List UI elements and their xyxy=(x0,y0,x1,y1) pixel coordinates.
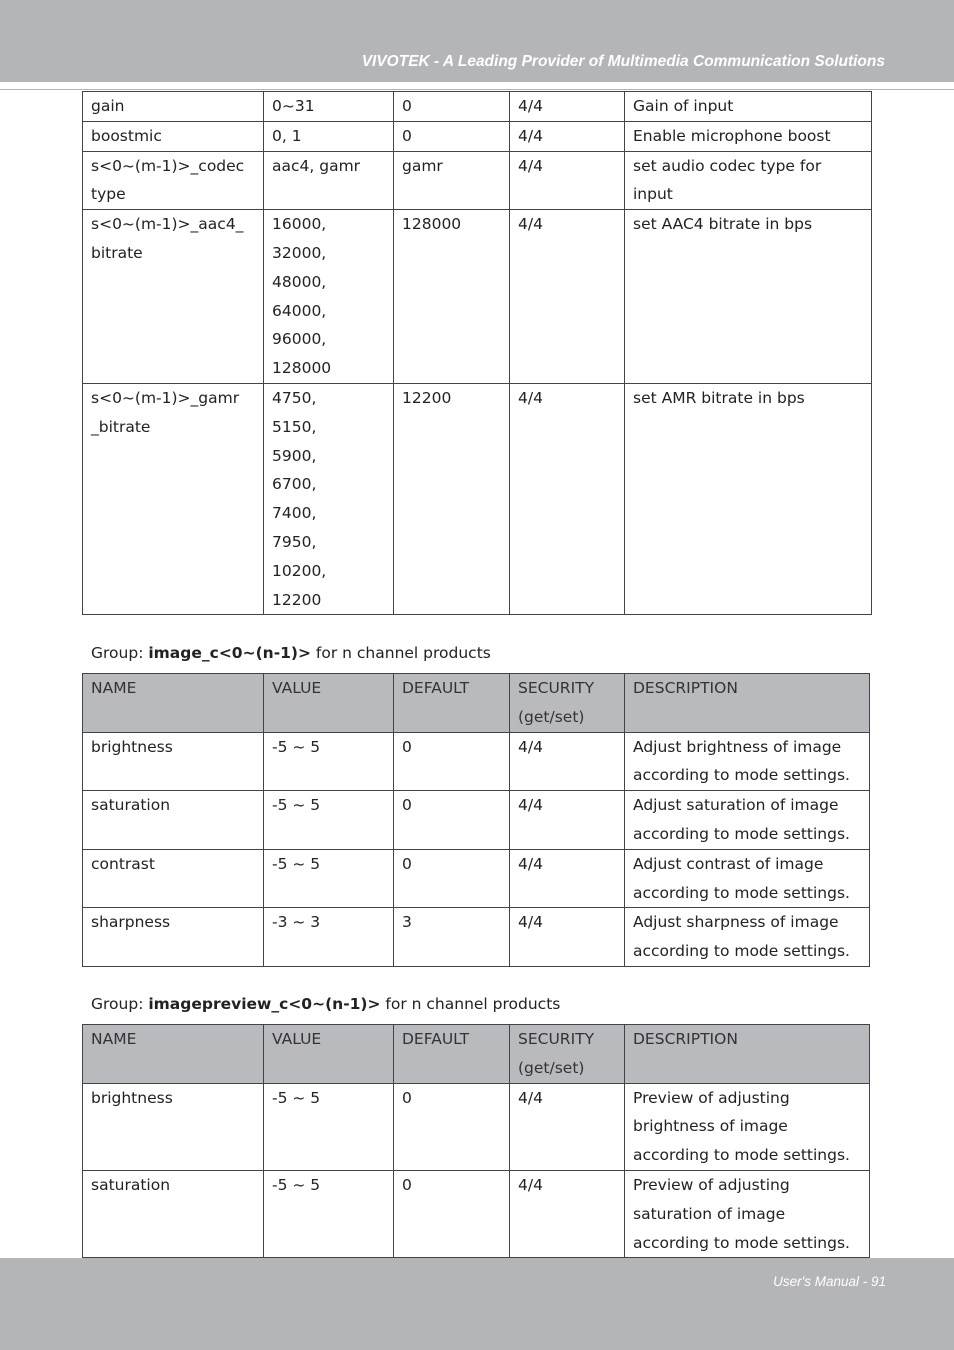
header-title: VIVOTEK - A Leading Provider of Multimedia Communication Solutions xyxy=(361,53,885,70)
table-row xyxy=(83,1170,870,1257)
table-row xyxy=(83,151,872,210)
param-description: Preview of adjusting xyxy=(633,1175,790,1194)
param-value: 12200 xyxy=(272,590,322,609)
param-default: 0 xyxy=(394,92,510,122)
param-name: saturation xyxy=(83,1170,264,1257)
col-header-description: DESCRIPTION xyxy=(625,1025,870,1084)
param-value: -5 ~ 5 xyxy=(264,1170,394,1257)
param-description: set audio codec type for xyxy=(633,156,822,175)
param-value: 4750, xyxy=(272,388,317,407)
group-prefix: Group: xyxy=(91,644,149,662)
footer-band xyxy=(0,1258,954,1350)
param-name: brightness xyxy=(83,732,264,791)
table-row xyxy=(83,210,872,384)
param-security: 4/4 xyxy=(510,908,625,967)
page-number: User's Manual - 91 xyxy=(773,1274,886,1289)
param-value: -3 ~ 3 xyxy=(264,908,394,967)
param-security: 4/4 xyxy=(510,151,625,210)
param-description: Preview of adjusting xyxy=(633,1088,790,1107)
param-name: sharpness xyxy=(83,908,264,967)
group-name: image_c<0~(n-1)> xyxy=(148,644,311,662)
param-default: 0 xyxy=(394,791,510,850)
param-description: brightness of image xyxy=(633,1117,788,1136)
image-parameters-table xyxy=(82,673,870,967)
table-header-row xyxy=(83,674,870,733)
param-value: 5150, xyxy=(272,417,317,436)
param-name: brightness xyxy=(83,1083,264,1170)
table-row xyxy=(83,732,870,791)
param-value: 16000, xyxy=(272,215,327,234)
col-header-security-line: (get/set) xyxy=(518,707,585,726)
param-default: 0 xyxy=(394,121,510,151)
param-value: 0~31 xyxy=(272,97,315,115)
param-name: type xyxy=(91,185,126,204)
header-rule xyxy=(0,89,954,90)
param-security: 4/4 xyxy=(510,210,625,384)
group-suffix: for n channel products xyxy=(380,995,561,1013)
param-security: 4/4 xyxy=(510,383,625,614)
param-value: -5 ~ 5 xyxy=(264,849,394,908)
param-default: 3 xyxy=(394,908,510,967)
param-name: _bitrate xyxy=(91,417,151,436)
param-description: according to mode settings. xyxy=(633,883,850,902)
table-header-row xyxy=(83,1025,870,1084)
param-name: bitrate xyxy=(91,243,143,262)
param-value: 5900, xyxy=(272,446,317,465)
param-default: 0 xyxy=(394,1083,510,1170)
param-value: 0, 1 xyxy=(272,126,302,145)
table-row xyxy=(83,908,870,967)
param-description: Adjust contrast of image xyxy=(633,854,824,873)
param-value: 10200, xyxy=(272,561,327,580)
param-value: -5 ~ 5 xyxy=(264,732,394,791)
param-value: 32000, xyxy=(272,243,327,262)
param-name: boostmic xyxy=(91,126,162,145)
col-header-security xyxy=(510,674,625,733)
param-description: set AAC4 bitrate in bps xyxy=(633,215,813,234)
col-header-default: DEFAULT xyxy=(394,1025,510,1084)
param-description: according to mode settings. xyxy=(633,1233,850,1252)
param-description: set AMR bitrate in bps xyxy=(633,388,805,407)
group-title-imagepreview xyxy=(91,995,560,1013)
param-description: Adjust saturation of image xyxy=(633,796,839,815)
param-name: s<0~(m-1)>_codec xyxy=(91,156,245,175)
group-name: imagepreview_c<0~(n-1)> xyxy=(148,995,381,1013)
param-name: s<0~(m-1)>_aac4_ xyxy=(91,215,244,234)
imagepreview-parameters-table xyxy=(82,1024,870,1258)
param-description: Gain of input xyxy=(633,97,734,115)
col-header-security-line: SECURITY xyxy=(518,1030,595,1048)
param-security: 4/4 xyxy=(510,791,625,850)
col-header-default: DEFAULT xyxy=(394,674,510,733)
group-suffix: for n channel products xyxy=(310,644,491,662)
table-row xyxy=(83,383,872,614)
param-default: 128000 xyxy=(394,210,510,384)
col-header-value: VALUE xyxy=(264,1025,394,1084)
param-default: gamr xyxy=(394,151,510,210)
param-default: 0 xyxy=(394,732,510,791)
param-name: saturation xyxy=(83,791,264,850)
col-header-security-line: SECURITY xyxy=(518,679,595,697)
param-security: 4/4 xyxy=(510,92,625,122)
param-value: 48000, xyxy=(272,272,327,291)
col-header-security xyxy=(510,1025,625,1084)
param-description: Enable microphone boost xyxy=(633,126,831,145)
table-row xyxy=(83,1083,870,1170)
param-security: 4/4 xyxy=(510,1083,625,1170)
param-security: 4/4 xyxy=(510,121,625,151)
col-header-name: NAME xyxy=(83,1025,264,1084)
param-value: aac4, gamr xyxy=(272,156,361,175)
param-default: 0 xyxy=(394,1170,510,1257)
col-header-name: NAME xyxy=(83,674,264,733)
param-description: according to mode settings. xyxy=(633,824,850,843)
param-default: 12200 xyxy=(394,383,510,614)
param-description: according to mode settings. xyxy=(633,1146,850,1165)
col-header-description: DESCRIPTION xyxy=(625,674,870,733)
col-header-value: VALUE xyxy=(264,674,394,733)
param-value: 7950, xyxy=(272,532,317,551)
param-value: 64000, xyxy=(272,301,327,320)
param-description: Adjust sharpness of image xyxy=(633,913,839,932)
table-row xyxy=(83,791,870,850)
param-default: 0 xyxy=(394,849,510,908)
group-prefix: Group: xyxy=(91,995,149,1013)
param-value: 128000 xyxy=(272,359,332,378)
param-name: s<0~(m-1)>_gamr xyxy=(91,388,240,407)
param-security: 4/4 xyxy=(510,1170,625,1257)
table-row xyxy=(83,849,870,908)
group-title-image xyxy=(91,644,491,662)
param-value: 7400, xyxy=(272,504,317,523)
audio-parameters-table xyxy=(82,91,872,615)
param-value: -5 ~ 5 xyxy=(264,1083,394,1170)
param-security: 4/4 xyxy=(510,732,625,791)
param-description: according to mode settings. xyxy=(633,942,850,961)
param-description: input xyxy=(633,185,673,204)
table-row xyxy=(83,121,872,151)
param-description: according to mode settings. xyxy=(633,766,850,785)
col-header-security-line: (get/set) xyxy=(518,1058,585,1077)
param-name: contrast xyxy=(83,849,264,908)
table-row xyxy=(83,92,872,122)
param-security: 4/4 xyxy=(510,849,625,908)
param-description: saturation of image xyxy=(633,1204,786,1223)
param-value: 96000, xyxy=(272,330,327,349)
param-value: 6700, xyxy=(272,475,317,494)
param-name: gain xyxy=(91,97,125,115)
param-description: Adjust brightness of image xyxy=(633,737,842,756)
param-value: -5 ~ 5 xyxy=(264,791,394,850)
